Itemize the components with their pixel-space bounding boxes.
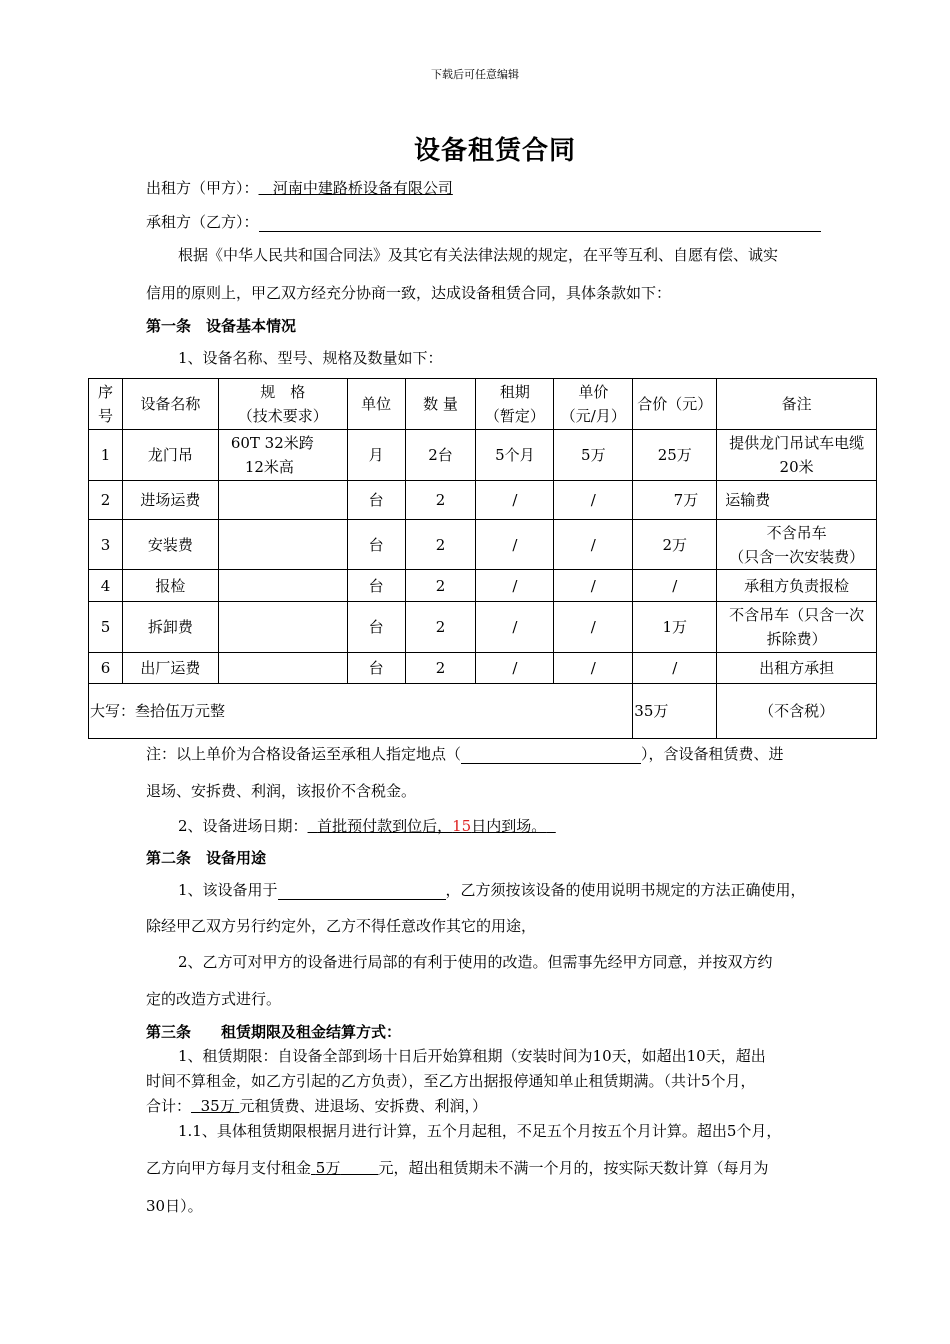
- equipment-table: [88, 378, 877, 739]
- row-price: /: [554, 570, 633, 602]
- row-name: 安装费: [122, 520, 218, 570]
- row-qty: 2: [405, 602, 476, 653]
- header-period: 租期 （暂定）: [476, 379, 554, 430]
- destination-blank[interactable]: [461, 747, 641, 764]
- lessee-label: 承租方（乙方）：: [146, 213, 259, 231]
- row-unit: 台: [347, 570, 405, 602]
- row-name: 龙门吊: [122, 430, 218, 481]
- table-summary-row: [89, 684, 877, 739]
- lessor-line: [146, 177, 453, 198]
- table-row: [89, 602, 877, 653]
- table-row: [89, 520, 877, 570]
- row-spec: [218, 520, 347, 570]
- table-row: [89, 481, 877, 520]
- row-qty: 2: [405, 570, 476, 602]
- summary-amount-words: 大写：叁拾伍万元整: [89, 684, 633, 739]
- row-period: /: [476, 602, 554, 653]
- row-spec: 60T 32米跨 12米高: [218, 430, 347, 481]
- row-price: /: [554, 602, 633, 653]
- row-period: /: [476, 481, 554, 520]
- row-total: 2万: [633, 520, 717, 570]
- article1-heading: 第一条 设备基本情况: [146, 317, 297, 335]
- row-no: 4: [89, 570, 123, 602]
- table-row: [89, 570, 877, 602]
- row-spec: [218, 570, 347, 602]
- article2-p1-line2: 除经甲乙双方另行约定外，乙方不得任意改作其它的用途，: [146, 917, 537, 935]
- header-qty: 数 量: [405, 379, 476, 430]
- lessee-line: [146, 211, 821, 232]
- row-no: 2: [89, 481, 123, 520]
- lessee-blank[interactable]: [259, 215, 821, 232]
- usage-blank[interactable]: [278, 883, 446, 900]
- row-no: 6: [89, 653, 123, 684]
- row-name: 报检: [122, 570, 218, 602]
- row-price: /: [554, 520, 633, 570]
- row-total: 7万: [633, 481, 717, 520]
- row-unit: 台: [347, 481, 405, 520]
- row-qty: 2: [405, 481, 476, 520]
- article2-heading: 第二条 设备用途: [146, 849, 267, 867]
- header-name: 设备名称: [122, 379, 218, 430]
- summary-total: 35万: [633, 684, 717, 739]
- row-remark: 不含吊车（只含一次 拆除费）: [717, 602, 877, 653]
- row-name: 出厂运费: [122, 653, 218, 684]
- row-price: /: [554, 653, 633, 684]
- row-period: /: [476, 570, 554, 602]
- article3-p2-line1: 1.1、具体租赁期限根据月进行计算，五个月起租，不足五个月按五个月计算。超出5个月，: [178, 1122, 782, 1140]
- row-no: 5: [89, 602, 123, 653]
- row-remark: 承租方负责报检: [717, 570, 877, 602]
- row-name: 拆卸费: [122, 602, 218, 653]
- article2-p2-line1: 2、乙方可对甲方的设备进行局部的有利于使用的改造。但需事先经甲方同意，并按双方约: [178, 953, 773, 971]
- article3-p2-line3: 30日）。: [146, 1197, 203, 1215]
- table-header-row: [89, 379, 877, 430]
- row-total: 25万: [633, 430, 717, 481]
- lessor-label: 出租方（甲方）：: [146, 179, 259, 197]
- row-qty: 2台: [405, 430, 476, 481]
- header-total: 合价（元）: [633, 379, 717, 430]
- article3-heading: 第三条 租赁期限及租金结算方式：: [146, 1023, 402, 1041]
- article2-p2-line2: 定的改造方式进行。: [146, 990, 282, 1008]
- table-row: [89, 430, 877, 481]
- row-unit: 台: [347, 602, 405, 653]
- row-total: 1万: [633, 602, 717, 653]
- header-unit: 单位: [347, 379, 405, 430]
- row-unit: 台: [347, 653, 405, 684]
- row-remark: 运输费: [717, 481, 877, 520]
- entry-date-value[interactable]: 首批预付款到位后，15日内到场。: [317, 817, 547, 835]
- article2-p1-line1: 1、该设备用于 ，乙方须按该设备的使用说明书规定的方法正确使用，: [178, 881, 806, 899]
- page-title: 设备租赁合同: [413, 136, 576, 166]
- header-remark: 备注: [717, 379, 877, 430]
- total-amount[interactable]: 35万: [200, 1097, 235, 1115]
- row-total: /: [633, 570, 717, 602]
- row-no: 3: [89, 520, 123, 570]
- row-spec: [218, 653, 347, 684]
- row-spec: [218, 481, 347, 520]
- note-line-2: 退场、安拆费、利润，该报价不含税金。: [146, 782, 417, 800]
- monthly-rent-amount[interactable]: 5万: [315, 1159, 341, 1177]
- row-qty: 2: [405, 520, 476, 570]
- row-price: /: [554, 481, 633, 520]
- row-price: 5万: [554, 430, 633, 481]
- entry-date-line: 2、设备进场日期： 首批预付款到位后，15日内到场。: [178, 815, 556, 836]
- row-no: 1: [89, 430, 123, 481]
- row-remark: 出租方承担: [717, 653, 877, 684]
- row-unit: 月: [347, 430, 405, 481]
- table-row: [89, 653, 877, 684]
- article3-p1-line3: 合计： 35万 元租赁费、进退场、安拆费、利润，）: [146, 1097, 487, 1115]
- article3-p1-line2: 时间不算租金，如乙方引起的乙方负责），至乙方出据报停通知单止租赁期满。（共计5个月，: [146, 1072, 756, 1090]
- note-line-1: 注：以上单价为合格设备运至承租人指定地点（ ），含设备租赁费、进: [146, 745, 784, 763]
- row-total: /: [633, 653, 717, 684]
- row-remark: 提供龙门吊试车电缆 20米: [717, 430, 877, 481]
- article3-p1-line1: 1、租赁期限：自设备全部到场十日后开始算租期（安装时间为10天，如超出10天，超出: [178, 1047, 766, 1065]
- row-spec: [218, 602, 347, 653]
- summary-remark: （不含税）: [717, 684, 877, 739]
- header-note: 下载后可任意编辑: [431, 68, 519, 81]
- row-unit: 台: [347, 520, 405, 570]
- header-no: 序号: [89, 379, 123, 430]
- header-spec: 规 格 （技术要求）: [218, 379, 347, 430]
- header-price: 单价 （元/月）: [554, 379, 633, 430]
- row-period: /: [476, 653, 554, 684]
- row-period: 5个月: [476, 430, 554, 481]
- row-name: 进场运费: [122, 481, 218, 520]
- row-qty: 2: [405, 653, 476, 684]
- row-period: /: [476, 520, 554, 570]
- article3-p2-line2: 乙方向甲方每月支付租金 5万 元，超出租赁期未不满一个月的，按实际天数计算（每月为: [146, 1159, 769, 1177]
- lessor-value[interactable]: 河南中建路桥设备有限公司: [272, 179, 453, 197]
- preamble-line-1: 根据《中华人民共和国合同法》及其它有关法律法规的规定，在平等互利、自愿有偿、诚实: [178, 246, 779, 264]
- preamble-line-2: 信用的原则上，甲乙双方经充分协商一致，达成设备租赁合同，具体条款如下：: [146, 284, 672, 302]
- article1-item1: 1、设备名称、型号、规格及数量如下：: [178, 349, 443, 367]
- row-remark: 不含吊车 （只含一次安装费）: [717, 520, 877, 570]
